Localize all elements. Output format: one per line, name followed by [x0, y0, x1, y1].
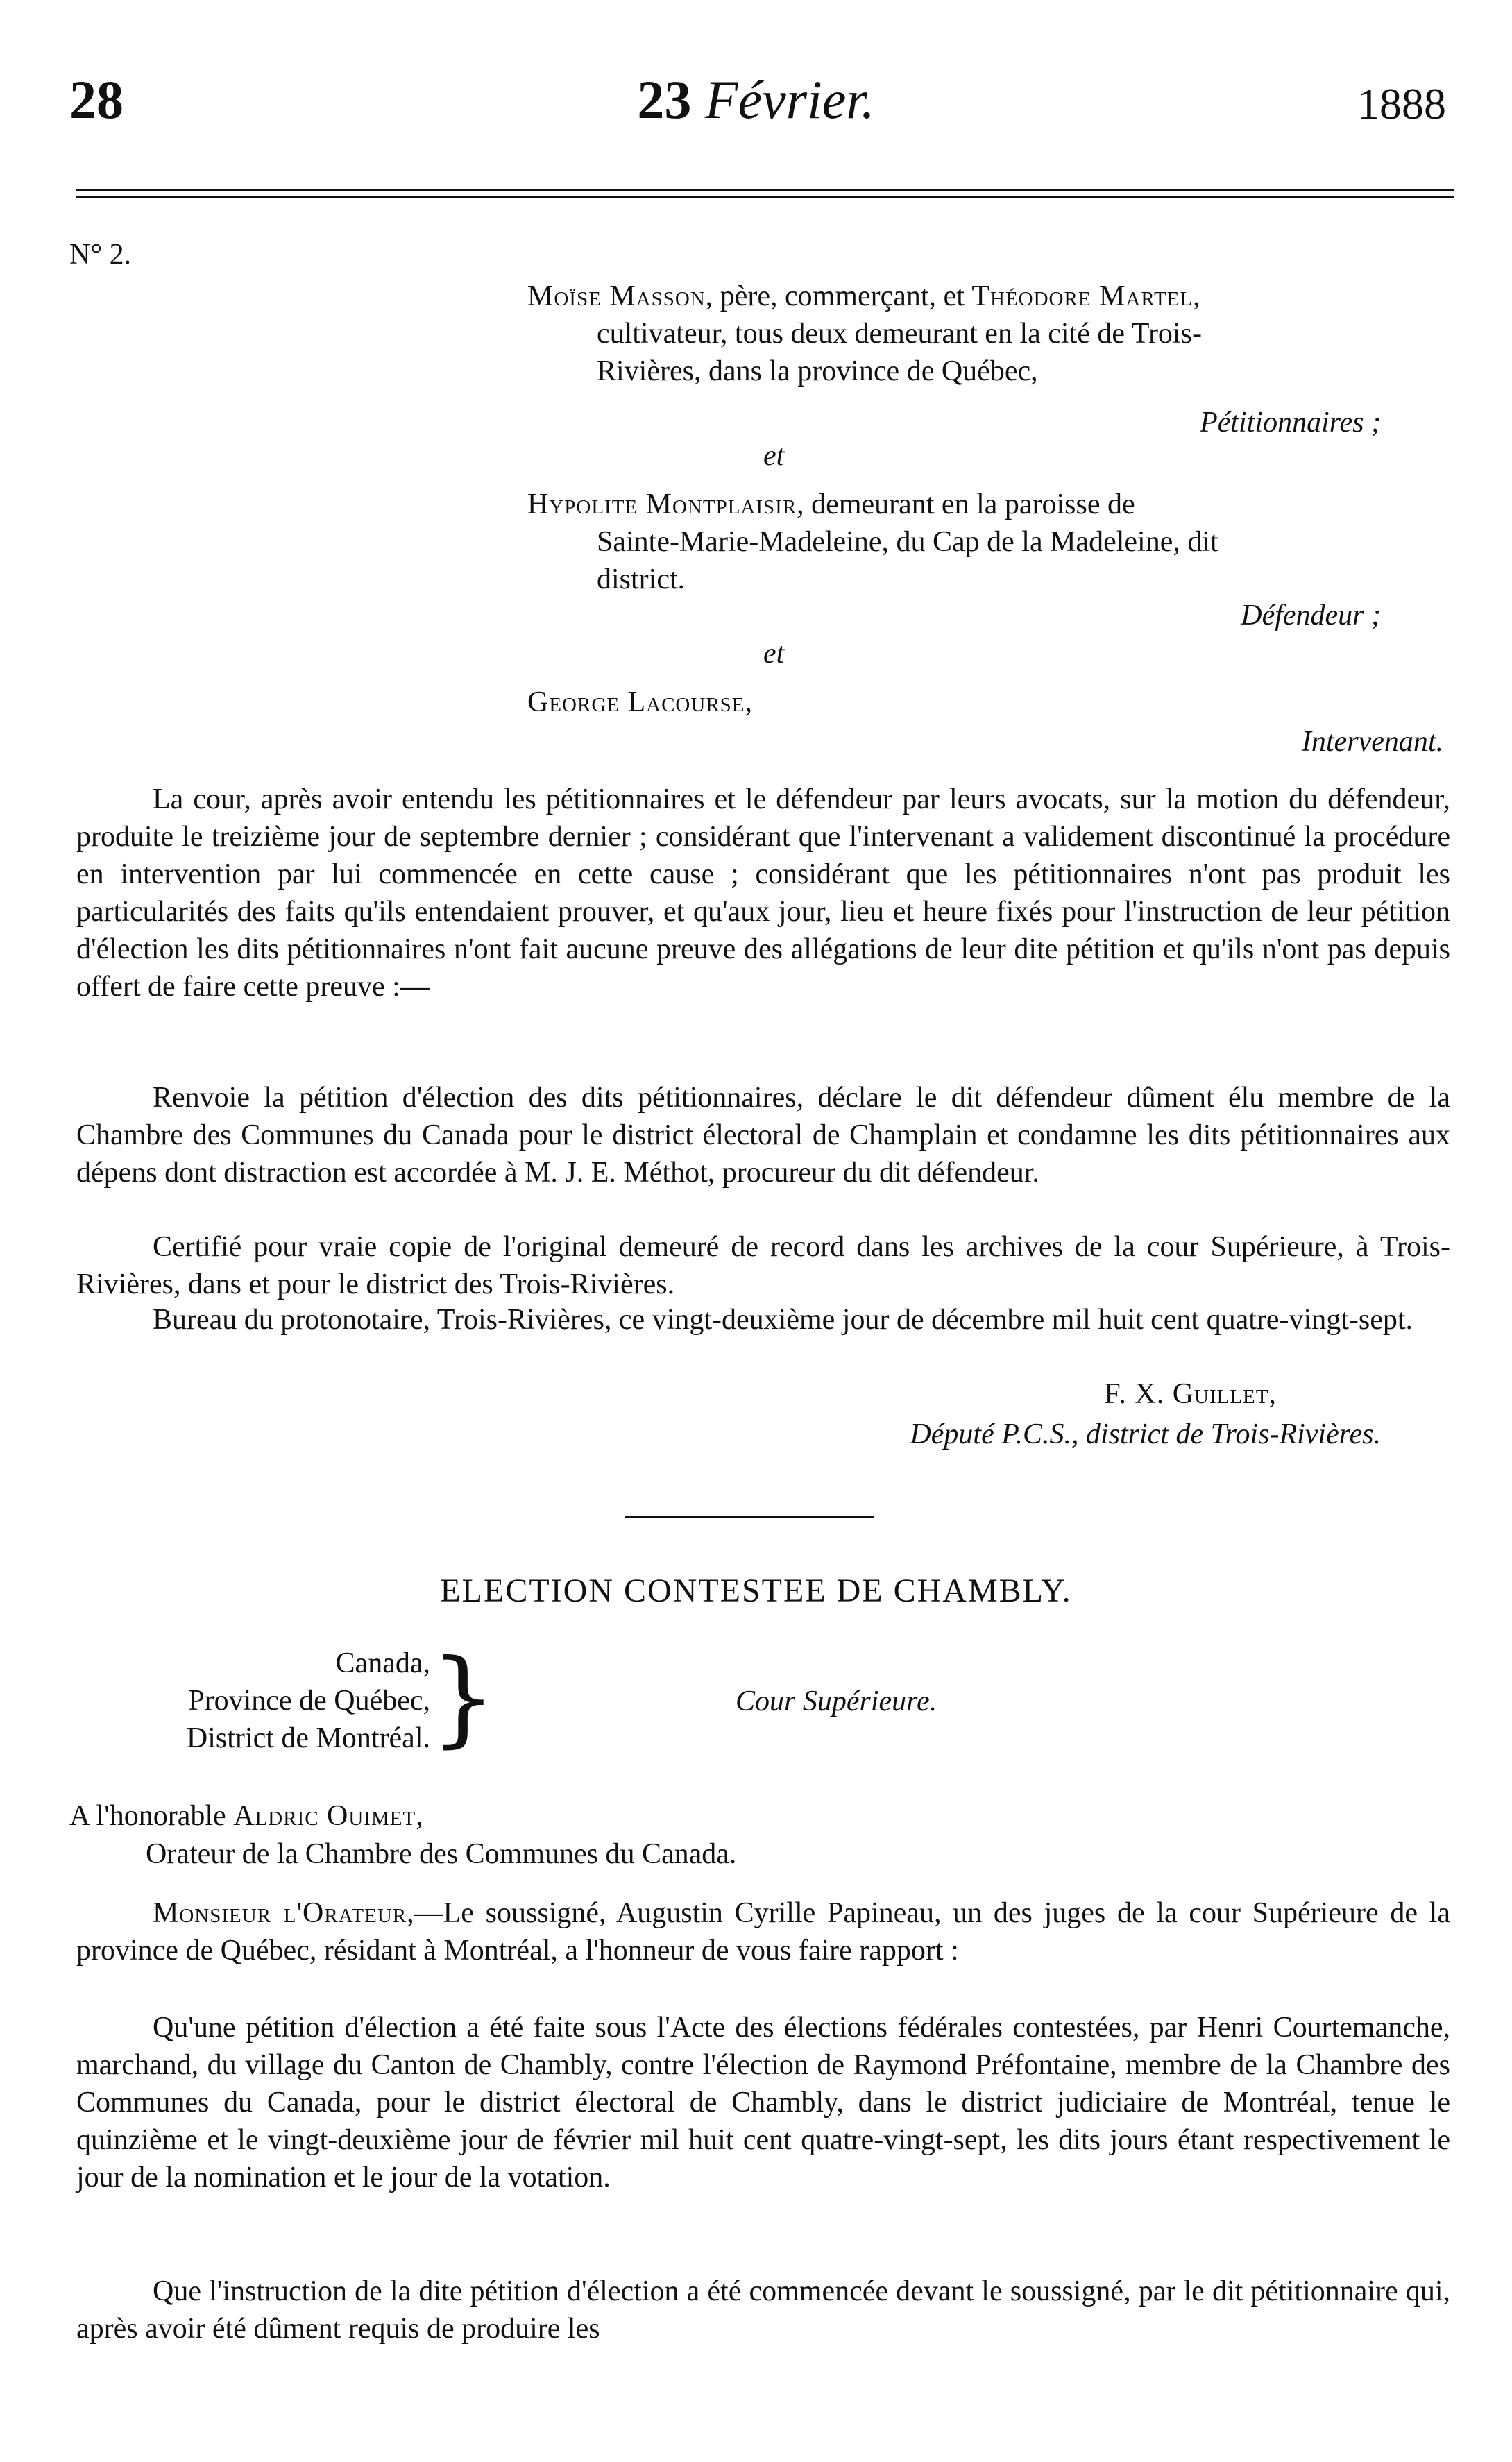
addressee-name: Aldric Ouimet: [233, 1800, 416, 1832]
petitioner-name-1: Moïse Masson: [527, 280, 706, 312]
report-paragraph-3: Que l'instruction de la dite pétition d'élection a été commencée devant le soussigné, par le dit pétitionnaire qui, après avoir été dûment requis de produire les: [76, 2275, 1450, 2345]
venue-brace: }: [430, 1638, 497, 1758]
defendant-name: Hypolite Montplaisir: [527, 489, 797, 520]
addressee-prefix: A l'honorable: [69, 1800, 234, 1832]
intervenant-name: George Lacourse: [527, 686, 745, 718]
defendant-line-2: Sainte-Marie-Madeleine, du Cap de la Madeleine, dit: [597, 526, 1218, 558]
petitioners-block: [527, 278, 1450, 390]
report-paragraph-1-text: ,—Le soussigné, Augustin Cyrille Papineau, un des juges de la cour Supérieure de la province de Québec, résidant à Montréal, a l'honneur de vous faire rapport :: [76, 1897, 1450, 1967]
header-rule-top: [76, 189, 1454, 191]
petitioners-role: Pétitionnaires ;: [1200, 407, 1381, 439]
petitioners-line-3: Rivières, dans la province de Québec,: [597, 355, 1038, 387]
venue-line-3: District de Montréal.: [186, 1722, 430, 1754]
judgment-paragraph-2: Renvoie la pétition d'élection des dits pétitionnaires, déclare le dit défendeur dûment élu membre de la Chambre des Communes du Canada pour le district électoral de Champlain et condamne les dits pétitionnaires aux dépens dont distraction est accordée à M. J. E. Méthot, procureur du dit défendeur.: [76, 1082, 1450, 1189]
intervenant-role: Intervenant.: [1301, 726, 1443, 758]
court-name: Cour Supérieure.: [736, 1686, 937, 1717]
defendant-text-1: , demeurant en la paroisse de: [797, 489, 1135, 520]
signature-title: Député P.C.S., district de Trois-Rivières.: [910, 1418, 1381, 1450]
defendant-block: [527, 486, 1450, 598]
page-number: 28: [69, 69, 124, 130]
defendant-role: Défendeur ;: [1241, 600, 1381, 631]
header-date-day: 23: [637, 69, 692, 130]
venue-line-1: Canada,: [335, 1647, 430, 1679]
header-rule-bottom: [76, 196, 1454, 198]
petitioner-name-2: Théodore Martel: [971, 280, 1194, 312]
addressee-title: Orateur de la Chambre des Communes du Canada.: [146, 1838, 737, 1870]
venue-block: [69, 1645, 430, 1757]
certification-paragraph: Certifié pour vraie copie de l'original demeuré de record dans les archives de la cour Supérieure, à Trois-Rivières, dans et pour le district des Trois-Rivières.: [76, 1231, 1450, 1300]
addressee-suffix: ,: [416, 1800, 423, 1832]
venue-line-2: Province de Québec,: [188, 1685, 430, 1717]
signature-name: F. X. Guillet,: [1104, 1378, 1277, 1410]
judgment-paragraph-1: La cour, après avoir entendu les pétitionnaires et le défendeur par leurs avocats, sur la motion du défendeur, produite le treizième jour de septembre dernier ; considérant que l'intervenant a validement discontinué la procédure en intervention par lui commencée en cette cause ; considérant que les pétitionnaires n'ont pas produit les particularités des faits qu'ils entendaient prouver, et qu'aux jour, lieu et heure fixés pour l'instruction de leur pétition d'élection les dits pétitionnaires n'ont fait aucune preuve des allégations de leur dite pétition et qu'ils n'ont pas depuis offert de faire cette preuve :—: [76, 783, 1450, 1003]
defendant-line-3: district.: [597, 563, 686, 595]
petitioners-text-2: ,: [1193, 280, 1200, 312]
report-paragraph-1: [76, 1894, 1450, 1969]
addressee-line: [69, 1797, 423, 1835]
report-paragraph-2: Qu'une pétition d'élection a été faite sous l'Acte des élections fédérales contestées, par Henri Courtemanche, marchand, du village du Canton de Chambly, contre l'élection de Raymond Préfontaine, membre de la Chambre des Communes du Canada, pour le district électoral de Chambly, dans le district judiciaire de Montréal, tenue le quinzième et le vingt-deuxième jour de février mil huit cent quatre-vingt-sept, les dits jours étant respectivement le jour de la nomination et le jour de la votation.: [76, 2012, 1450, 2193]
intervenant-text: ,: [745, 686, 753, 718]
petitioners-line-1: [527, 278, 1450, 315]
section-title: ELECTION CONTESTEE DE CHAMBLY.: [440, 1572, 1072, 1609]
conjunction-et-2: et: [763, 638, 785, 670]
header-year: 1888: [1357, 79, 1446, 128]
header-date: [0, 69, 1512, 130]
section-divider: [625, 1516, 874, 1518]
defendant-line-1: [527, 486, 1450, 523]
petitioners-text-1: , père, commerçant, et: [705, 280, 972, 312]
salutation: Monsieur l'Orateur: [153, 1897, 407, 1929]
case-number: N° 2.: [69, 239, 132, 271]
conjunction-et-1: et: [763, 440, 785, 472]
intervenant-line: [527, 684, 752, 721]
petitioners-line-2: cultivateur, tous deux demeurant en la cité de Trois-: [597, 318, 1202, 350]
office-paragraph: Bureau du protonotaire, Trois-Rivières, ce vingt-deuxième jour de décembre mil huit cent quatre-vingt-sept.: [153, 1304, 1413, 1336]
header-date-month: Février.: [704, 69, 875, 130]
